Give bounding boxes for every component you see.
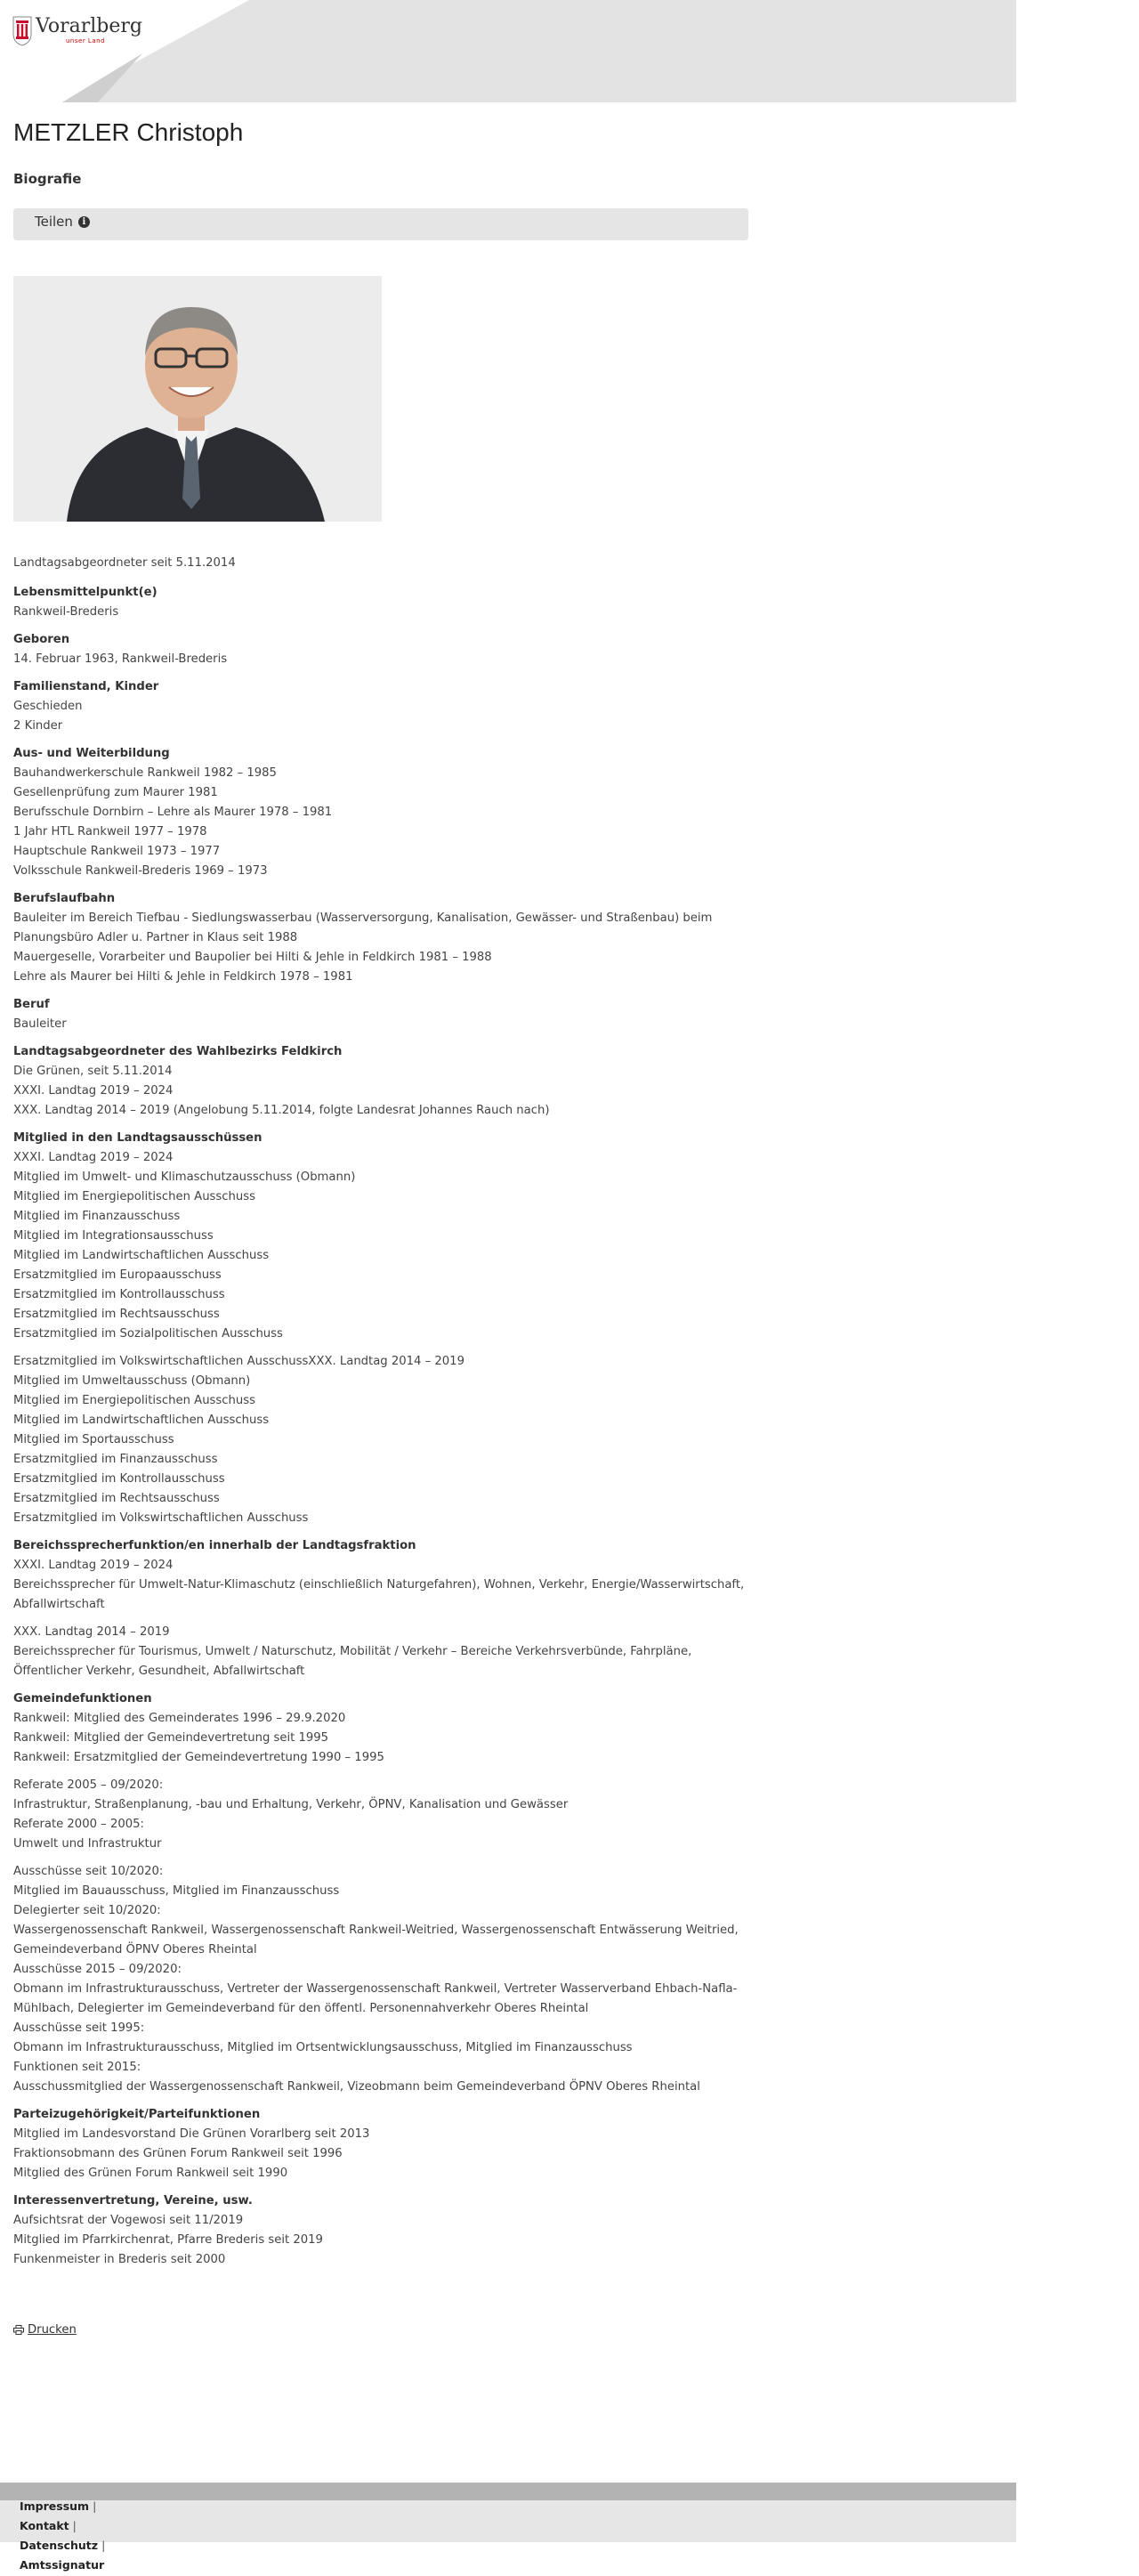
share-label: Teilen	[35, 214, 73, 230]
bio-line: Referate 2000 – 2005:	[13, 1818, 144, 1831]
bio-line: Volksschule Rankweil-Brederis 1969 – 1973	[13, 864, 268, 878]
share-bar	[13, 208, 748, 240]
bio-section-heading: Familienstand, Kinder	[13, 680, 159, 693]
bio-section-heading: Bereichssprecherfunktion/en innerhalb der Landtagsfraktion	[13, 1539, 416, 1552]
footer-link-kontakt[interactable]: Kontakt	[20, 2519, 69, 2532]
bio-line: Hauptschule Rankweil 1973 – 1977	[13, 845, 221, 858]
bio-line: Mitglied im Integrationsausschuss	[13, 1229, 214, 1243]
page-title: METZLER Christoph	[13, 118, 244, 146]
bio-line: 1 Jahr HTL Rankweil 1977 – 1978	[13, 825, 207, 838]
bio-line: Gesellenprüfung zum Maurer 1981	[13, 786, 218, 799]
portrait-image	[13, 276, 382, 522]
bio-line: Ersatzmitglied im Sozialpolitischen Ausschuss	[13, 1327, 283, 1341]
bio-line: Mitglied im Sportausschuss	[13, 1433, 174, 1446]
bio-line: Ersatzmitglied im Volkswirtschaftlichen Ausschuss	[13, 1511, 309, 1525]
bio-line: Ausschüsse 2015 – 09/2020:	[13, 1963, 182, 1976]
coat-of-arms-icon	[12, 16, 32, 46]
info-icon: i	[78, 216, 90, 228]
bio-section-heading: Berufslaufbahn	[13, 892, 116, 905]
bio-line: Mitglied im Pfarrkirchenrat, Pfarre Brederis seit 2019	[13, 2233, 323, 2247]
bio-line: Mitglied des Grünen Forum Rankweil seit 1990	[13, 2167, 288, 2180]
bio-section	[13, 1536, 761, 1681]
bio-section	[13, 1042, 761, 1121]
bio-line: Obmann im Infrastrukturausschuss, Vertreter der Wassergenossenschaft Rankweil, Vertreter Wasserverband Ehbach-Nafla-Mühlbach, Delegierter im Gemeindeverband für den öffentl. Personennahverkehr Oberes Rheintal	[13, 1982, 738, 2015]
bio-line: Delegierter seit 10/2020:	[13, 1904, 161, 1917]
bio-section	[13, 677, 761, 736]
footer-separator: |	[93, 2499, 97, 2513]
bio-section	[13, 630, 761, 669]
bio-section	[13, 889, 761, 987]
bio-line: Aufsichtsrat der Vogewosi seit 11/2019	[13, 2214, 244, 2227]
bio-line: Rankweil-Brederis	[13, 605, 119, 619]
bio-section	[13, 744, 761, 881]
bio-line: Ausschüsse seit 1995:	[13, 2021, 145, 2035]
block-spacer	[13, 1854, 761, 1862]
bio-line: Mitglied im Energiepolitischen Ausschuss	[13, 1190, 256, 1203]
footer-separator: |	[101, 2539, 106, 2552]
bio-section	[13, 995, 761, 1034]
bio-line: Mitglied im Landwirtschaftlichen Ausschuss	[13, 1414, 270, 1427]
bio-line: Ersatzmitglied im Kontrollausschuss	[13, 1472, 225, 1486]
bio-section-heading: Geboren	[13, 633, 70, 646]
bio-line: Mitglied im Energiepolitischen Ausschuss	[13, 1394, 256, 1407]
logo-tagline: unser Land	[66, 37, 105, 45]
bio-line: Mitglied im Landwirtschaftlichen Ausschuss	[13, 1249, 270, 1262]
bio-line: Geschieden	[13, 700, 83, 713]
bio-lead: Landtagsabgeordneter seit 5.11.2014	[13, 556, 236, 570]
biography-content	[13, 554, 761, 2278]
bio-line: Ersatzmitglied im Finanzausschuss	[13, 1453, 218, 1466]
bio-section-heading: Landtagsabgeordneter des Wahlbezirks Feldkirch	[13, 1045, 343, 1058]
printer-icon	[13, 2325, 24, 2335]
bio-line: Fraktionsobmann des Grünen Forum Rankweil seit 1996	[13, 2147, 343, 2160]
bio-line: XXXI. Landtag 2019 – 2024	[13, 1084, 174, 1098]
footer-link-impressum[interactable]: Impressum	[20, 2499, 90, 2513]
bio-line: Ausschüsse seit 10/2020:	[13, 1865, 164, 1878]
bio-line: Bauleiter im Bereich Tiefbau - Siedlungswasserbau (Wasserversorgung, Kanalisation, Gewässer- und Straßenbau) beim Planungsbüro Adler u. Partner in Klaus seit 1988	[13, 911, 713, 944]
bio-line: 14. Februar 1963, Rankweil-Brederis	[13, 652, 228, 666]
bio-line: Funktionen seit 2015:	[13, 2061, 141, 2074]
bio-section	[13, 2105, 761, 2183]
bio-line: Rankweil: Mitglied der Gemeindevertretung seit 1995	[13, 1731, 329, 1745]
bio-line: Ersatzmitglied im Rechtsausschuss	[13, 1492, 220, 1505]
footer-link-amtssignatur[interactable]: Amtssignatur	[20, 2558, 105, 2572]
page-subtitle: Biografie	[13, 171, 82, 187]
footer-separator: |	[72, 2519, 77, 2532]
bio-line: Funkenmeister in Brederis seit 2000	[13, 2253, 226, 2266]
bio-line: Mitglied im Bauausschuss, Mitglied im Finanzausschuss	[13, 1884, 340, 1898]
bio-line: Mauergeselle, Vorarbeiter und Baupolier bei Hilti & Jehle in Feldkirch 1981 – 1988	[13, 951, 492, 964]
bio-line: Rankweil: Mitglied des Gemeinderates 1996 – 29.9.2020	[13, 1712, 346, 1725]
bio-line: Ersatzmitglied im Volkswirtschaftlichen AusschussXXX. Landtag 2014 – 2019	[13, 1355, 464, 1368]
bio-line: Die Grünen, seit 5.11.2014	[13, 1065, 173, 1078]
bio-line: XXXI. Landtag 2019 – 2024	[13, 1151, 174, 1164]
bio-line: Berufsschule Dornbirn – Lehre als Maurer 1978 – 1981	[13, 806, 333, 819]
footer-bar	[0, 2483, 1016, 2500]
bio-line: Mitglied im Finanzausschuss	[13, 1210, 181, 1223]
bio-line: 2 Kinder	[13, 719, 63, 733]
bio-line: Obmann im Infrastrukturausschuss, Mitglied im Ortsentwicklungsausschuss, Mitglied im Finanzausschuss	[13, 2041, 633, 2054]
bio-line: Umwelt und Infrastruktur	[13, 1837, 162, 1851]
block-spacer	[13, 1344, 761, 1352]
bio-section-heading: Beruf	[13, 998, 50, 1011]
bio-line: Ersatzmitglied im Kontrollausschuss	[13, 1288, 225, 1301]
bio-section	[13, 2191, 761, 2270]
bio-section	[13, 1129, 761, 1528]
bio-section	[13, 583, 761, 622]
bio-line: Rankweil: Ersatzmitglied der Gemeindevertretung 1990 – 1995	[13, 1751, 384, 1764]
bio-line: Mitglied im Umwelt- und Klimaschutzausschuss (Obmann)	[13, 1171, 356, 1184]
block-spacer	[13, 1615, 761, 1623]
bio-line: XXXI. Landtag 2019 – 2024	[13, 1559, 174, 1572]
print-link[interactable]	[13, 2323, 77, 2337]
bio-section	[13, 1689, 761, 2097]
bio-line: Lehre als Maurer bei Hilti & Jehle in Feldkirch 1978 – 1981	[13, 970, 353, 984]
bio-line: Ausschussmitglied der Wassergenossenschaft Rankweil, Vizeobmann beim Gemeindeverband ÖPNV Oberes Rheintal	[13, 2080, 700, 2094]
bio-line: Ersatzmitglied im Rechtsausschuss	[13, 1308, 220, 1321]
bio-line: Wassergenossenschaft Rankweil, Wassergenossenschaft Rankweil-Weitried, Wassergenossenschaft Entwässerung Weitried, Gemeindeverband ÖPNV Oberes Rheintal	[13, 1924, 739, 1956]
site-footer	[0, 2500, 1016, 2542]
site-header	[0, 0, 1016, 102]
bio-line: Infrastruktur, Straßenplanung, -bau und Erhaltung, Verkehr, ÖPNV, Kanalisation und Gewässer	[13, 1798, 569, 1811]
bio-section-heading: Lebensmittelpunkt(e)	[13, 586, 158, 599]
bio-line: Bauhandwerkerschule Rankweil 1982 – 1985	[13, 766, 277, 780]
footer-links	[20, 2497, 105, 2575]
bio-section-heading: Parteizugehörigkeit/Parteifunktionen	[13, 2108, 261, 2121]
footer-link-datenschutz[interactable]: Datenschutz	[20, 2539, 99, 2552]
share-button[interactable]	[35, 214, 90, 230]
bio-line: Mitglied im Landesvorstand Die Grünen Vorarlberg seit 2013	[13, 2127, 370, 2141]
print-label: Drucken	[28, 2323, 77, 2337]
bio-section-heading: Aus- und Weiterbildung	[13, 747, 170, 760]
bio-section-heading: Gemeindefunktionen	[13, 1692, 152, 1705]
bio-line: Bereichssprecher für Tourismus, Umwelt / Naturschutz, Mobilität / Verkehr – Bereiche Verkehrsverbünde, Fahrpläne, Öffentlicher Verkehr, Gesundheit, Abfallwirtschaft	[13, 1645, 692, 1678]
bio-line: Ersatzmitglied im Europaausschuss	[13, 1268, 222, 1282]
vorarlberg-logo[interactable]	[12, 16, 142, 46]
bio-line: XXX. Landtag 2014 – 2019 (Angelobung 5.11.2014, folgte Landesrat Johannes Rauch nach)	[13, 1104, 550, 1117]
bio-line: Bereichssprecher für Umwelt-Natur-Klimaschutz (einschließlich Naturgefahren), Wohnen, Verkehr, Energie/Wasserwirtschaft, Abfallwirtschaft	[13, 1578, 745, 1611]
block-spacer	[13, 1768, 761, 1776]
bio-section-heading: Mitglied in den Landtagsausschüssen	[13, 1131, 263, 1145]
bio-line: XXX. Landtag 2014 – 2019	[13, 1625, 170, 1639]
logo-name: Vorarlberg	[36, 15, 143, 37]
bio-line: Mitglied im Umweltausschuss (Obmann)	[13, 1374, 251, 1388]
bio-line: Referate 2005 – 09/2020:	[13, 1778, 164, 1792]
bio-line: Bauleiter	[13, 1017, 67, 1031]
bio-section-heading: Interessenvertretung, Vereine, usw.	[13, 2194, 253, 2207]
